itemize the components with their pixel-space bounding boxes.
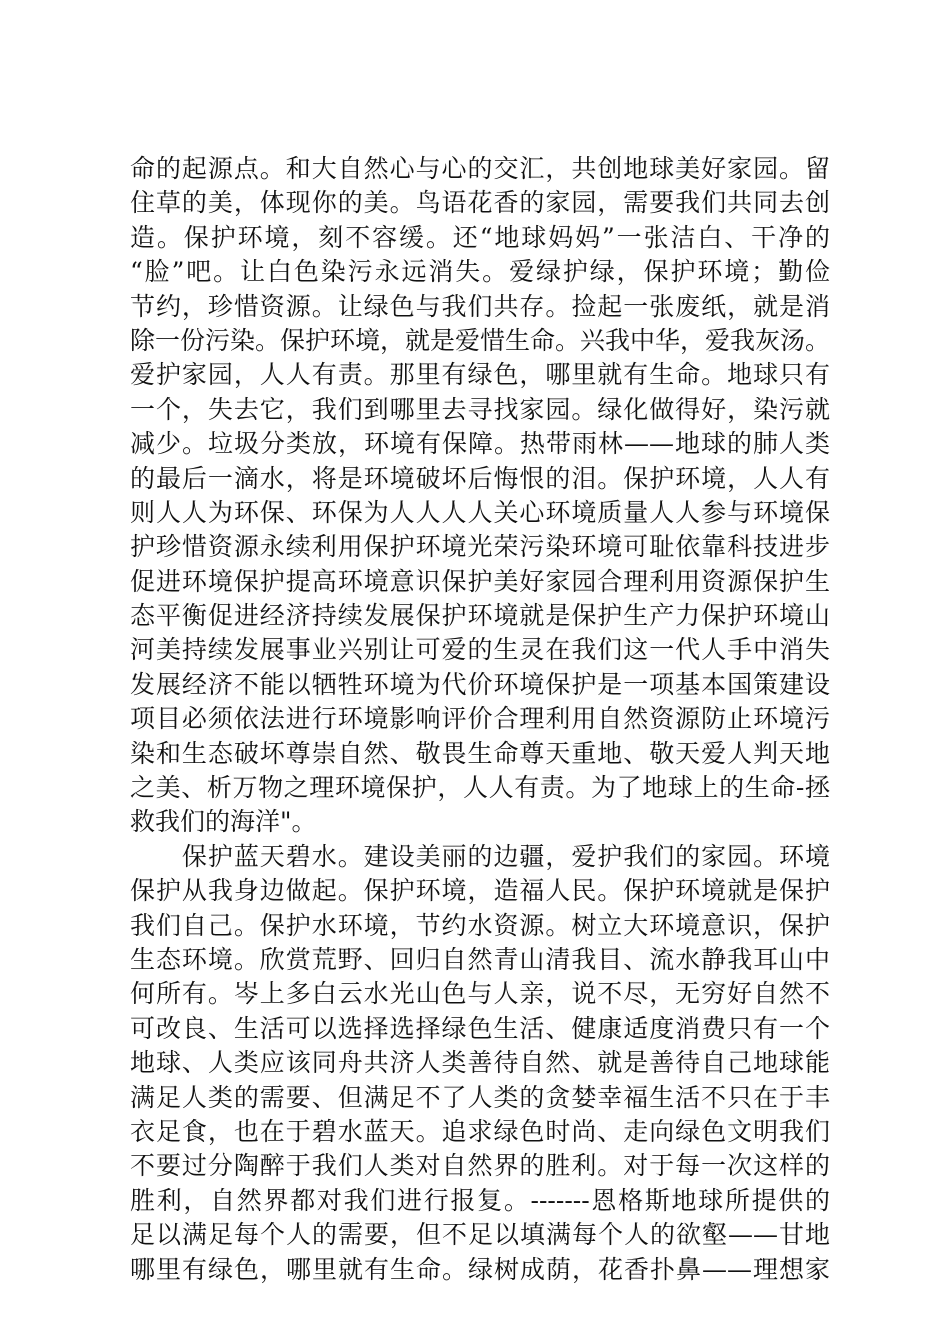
text-line: 爱护家园，人人有责。那里有绿色，哪里就有生命。地球只有	[130, 360, 830, 390]
text-line: 的最后一滴水，将是环境破坏后悔恨的泪。保护环境，人人有	[130, 463, 830, 493]
text-line: 生态环境。欣赏荒野、回归自然青山清我目、流水静我耳山中	[130, 944, 830, 974]
text-line: 何所有。岑上多白云水光山色与人亲，说不尽，无穷好自然不	[130, 979, 830, 1009]
text-line: 住草的美，体现你的美。鸟语花香的家园，需要我们共同去创	[130, 188, 830, 218]
text-line: 则人人为环保、环保为人人人人关心环境质量人人参与环境保	[130, 497, 830, 527]
text-line: 之美、析万物之理环境保护，人人有责。为了地球上的生命-拯	[130, 773, 830, 803]
text-line: 满足人类的需要、但满足不了人类的贪婪幸福生活不只在于丰	[130, 1082, 830, 1112]
text-line: 节约，珍惜资源。让绿色与我们共存。捡起一张废纸，就是消	[130, 291, 830, 321]
text-line: 保护蓝天碧水。建设美丽的边疆，爱护我们的家园。环境	[130, 841, 830, 871]
text-line: 地球、人类应该同舟共济人类善待自然、就是善待自己地球能	[130, 1048, 830, 1078]
text-line: 衣足食，也在于碧水蓝天。追求绿色时尚、走向绿色文明我们	[130, 1116, 830, 1146]
text-line: 促进环境保护提高环境意识保护美好家园合理利用资源保护生	[130, 566, 830, 596]
text-line: 救我们的海洋"。	[130, 807, 317, 837]
text-line: 不要过分陶醉于我们人类对自然界的胜利。对于每一次这样的	[130, 1151, 830, 1181]
text-line: 减少。垃圾分类放，环境有保障。热带雨林——地球的肺人类	[130, 429, 830, 459]
paragraph-1	[130, 152, 830, 840]
text-line: 可改良、生活可以选择选择绿色生活、健康适度消费只有一个	[130, 1013, 830, 1043]
text-line: 项目必须依法进行环境影响评价合理利用自然资源防止环境污	[130, 704, 830, 734]
text-line: 染和生态破坏尊崇自然、敬畏生命尊天重地、敬天爱人判天地	[130, 738, 830, 768]
text-line: 河美持续发展事业兴别让可爱的生灵在我们这一代人手中消失	[130, 635, 830, 665]
text-line: 护珍惜资源永续利用保护环境光荣污染环境可耻依靠科技进步	[130, 532, 830, 562]
text-line: 态平衡促进经济持续发展保护环境就是保护生产力保护环境山	[130, 601, 830, 631]
text-line: 胜利，自然界都对我们进行报复。-------恩格斯地球所提供的	[130, 1185, 830, 1215]
text-line: 我们自己。保护水环境，节约水资源。树立大环境意识，保护	[130, 910, 830, 940]
text-line: “脸”吧。让白色染污永远消失。爱绿护绿，保护环境；勤俭	[130, 257, 830, 287]
text-line: 造。保护环境，刻不容缓。还“地球妈妈”一张洁白、干净的	[130, 222, 830, 252]
text-line: 命的起源点。和大自然心与心的交汇，共创地球美好家园。留	[130, 154, 830, 183]
text-line: 足以满足每个人的需要，但不足以填满每个人的欲壑——甘地	[130, 1220, 830, 1250]
text-line: 一个，失去它，我们到哪里去寻找家园。绿化做得好，染污就	[130, 394, 830, 424]
text-line: 哪里有绿色，哪里就有生命。绿树成荫，花香扑鼻——理想家	[130, 1254, 830, 1284]
paragraph-2	[130, 840, 830, 1287]
text-line: 除一份污染。保护环境，就是爱惜生命。兴我中华，爱我灰汤。	[130, 325, 830, 355]
document-page	[130, 152, 830, 1287]
text-line: 发展经济不能以牺牲环境为代价环境保护是一项基本国策建设	[130, 669, 830, 699]
text-line: 保护从我身边做起。保护环境，造福人民。保护环境就是保护	[130, 876, 830, 906]
